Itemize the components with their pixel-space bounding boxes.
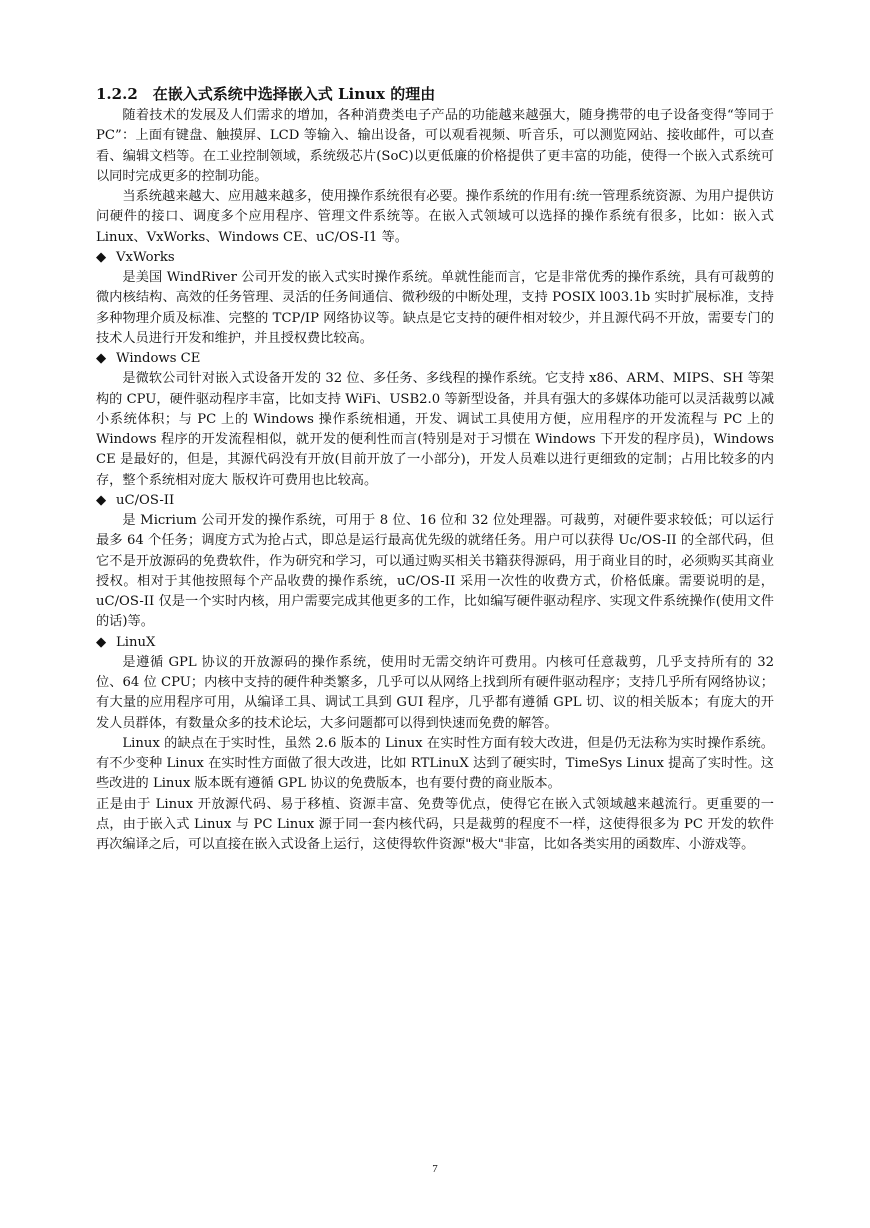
- bullet-label-ucos-ii: uC/OS-II: [116, 492, 175, 508]
- vxworks-paragraph: 是美国 WindRiver 公司开发的嵌入式实时操作系统。单就性能而言，它是非常优秀的操作系统，具有可裁剪的微内核结构、高效的任务管理、灵活的任务间通信、微秒级的中断处理，支持 POSIX l003.1b 实时扩展标准，支持多种物理介质及标准、完整的 TCP/IP 网络协议等。缺点是它支持的硬件相对较少，并且源代码不开放，需要专门的技术人员进行开发和维护，并且授权费比较高。: [96, 270, 774, 346]
- bullet-label-windows-ce: Windows CE: [116, 351, 201, 366]
- bullet-ucos-ii: [96, 491, 774, 511]
- document-page: [96, 84, 774, 855]
- linux-paragraph: 是遵循 GPL 协议的开放源码的操作系统，使用时无需交纳许可费用。内核可任意裁剪，几乎支持所有的 32 位、64 位 CPU；内核中支持的硬件种类繁多，几乎可以从网络上找到所有硬件驱动程序；支持几乎所有网络协议；有大量的应用程序可用，从编译工具、调试工具到 GUI 程序，几乎都有遵循 GPL 切、议的相关版本；有庞大的开发人员群体，有数量众多的技术论坛，大多问题都可以得到快速而免费的解答。: [96, 654, 774, 731]
- windows-ce-paragraph: 是微软公司针对嵌入式设备开发的 32 位、多任务、多线程的操作系统。它支持 x86、ARM、MIPS、SH 等架构的 CPU，硬件驱动程序丰富，比如支持 WiFi、USB2.0 等新型设备，并具有强大的多媒体功能可以灵活裁剪以减小系统体积；与 PC 上的 Windows 操作系统相通，开发、调试工具使用方便，应用程序的开发流程与 PC 上的 Windows 程序的开发流程相似，就开发的便利性而言(特别是对于习惯在 Windows 下开发的程序员)，Windows CE 是最好的，但是，其源代码没有开放(目前开放了一小部分)，开发人员难以进行更细致的定制；占用比较多的内存，整个系统相对庞大 版权许可费用也比较高。: [96, 371, 775, 488]
- bullet-label-vxworks: VxWorks: [116, 249, 175, 265]
- intro-paragraph-1: 随着技术的发展及人们需求的增加，各种消费类电子产品的功能越来越强大，随身携带的电子设备变得“等同于 PC”：上面有键盘、触摸屏、LCD 等输入、输出设备，可以观看视频、听音乐，可以测览网站、接收邮件，可以查看、编辑文档等。在工业控制领域，系统级芯片(SoC)以更低廉的价格提供了更丰富的功能，使得一个嵌入式系统可以同时完成更多的控制功能。: [96, 108, 774, 184]
- bullet-label-linux: LinuX: [116, 634, 156, 650]
- intro-paragraph-2: 当系统越来越大、应用越来越多，使用操作系统很有必要。操作系统的作用有:统一管理系统资源、为用户提供访问硬件的接口、调度多个应用程序、管理文件系统等。在嵌入式领域可以选择的操作系统有很多，比如：嵌入式 Linux、VxWorks、Windows CE、uC/OS-I1 等。: [96, 189, 774, 245]
- ucos-ii-paragraph: 是 Micrium 公司开发的操作系统，可用于 8 位、16 位和 32 位处理器。可裁剪，对硬件要求较低；可以运行最多 64 个任务；调度方式为抢占式，即总是运行最高优先级的就绪任务。用户可以获得 Uc/OS-II 的全部代码，但它不是开放源码的免费软件，作为研究和学习，可以通过购买相关书籍获得源码，用于商业目的时，必须购买其商业授权。相对于其他按照每个产品收费的操作系统，uC/OS-II 采用一次性的收费方式，价格低廉。需要说明的是，uC/OS-II 仅是一个实时内核，用户需要完成其他更多的工作，比如编写硬件驱动程序、实现文件系统操作(使用文件的话)等。: [96, 513, 774, 630]
- page-number: 7: [432, 1163, 438, 1175]
- section-heading: 1.2.2 在嵌入式系统中选择嵌入式 Linux 的理由: [96, 85, 436, 103]
- bullet-linux: [96, 633, 774, 653]
- diamond-bullet-icon: ◆: [96, 249, 107, 265]
- conclusion-paragraph: 正是由于 Linux 开放源代码、易于移植、资源丰富、免费等优点，使得它在嵌入式领域越来越流行。更重要的一点，由于嵌入式 Linux 与 PC Linux 源于同一套内核代码，只是裁剪的程度不一样，这使得很多为 PC 开发的软件再次编译之后，可以直接在嵌入式设备上运行，这使得软件资源"极大"非富，比如各类实用的函数库、小游戏等。: [96, 796, 774, 852]
- bullet-vxworks: [96, 248, 774, 268]
- diamond-bullet-icon: ◆: [96, 634, 107, 650]
- linux-drawback-paragraph: Linux 的缺点在于实时性，虽然 2.6 版本的 Linux 在实时性方面有较大改进，但是仍无法称为实时操作系统。有不少变种 Linux 在实时性方面做了很大改进，比如 RTLinuX 达到了硬实时，TimeSys Linux 提高了实时性。这些改进的 Linux 版本既有遵循 GPL 协议的免费版本，也有要付费的商业版本。: [96, 735, 774, 792]
- bullet-windows-ce: [96, 349, 774, 369]
- diamond-bullet-icon: ◆: [96, 351, 107, 366]
- diamond-bullet-icon: ◆: [96, 492, 107, 508]
